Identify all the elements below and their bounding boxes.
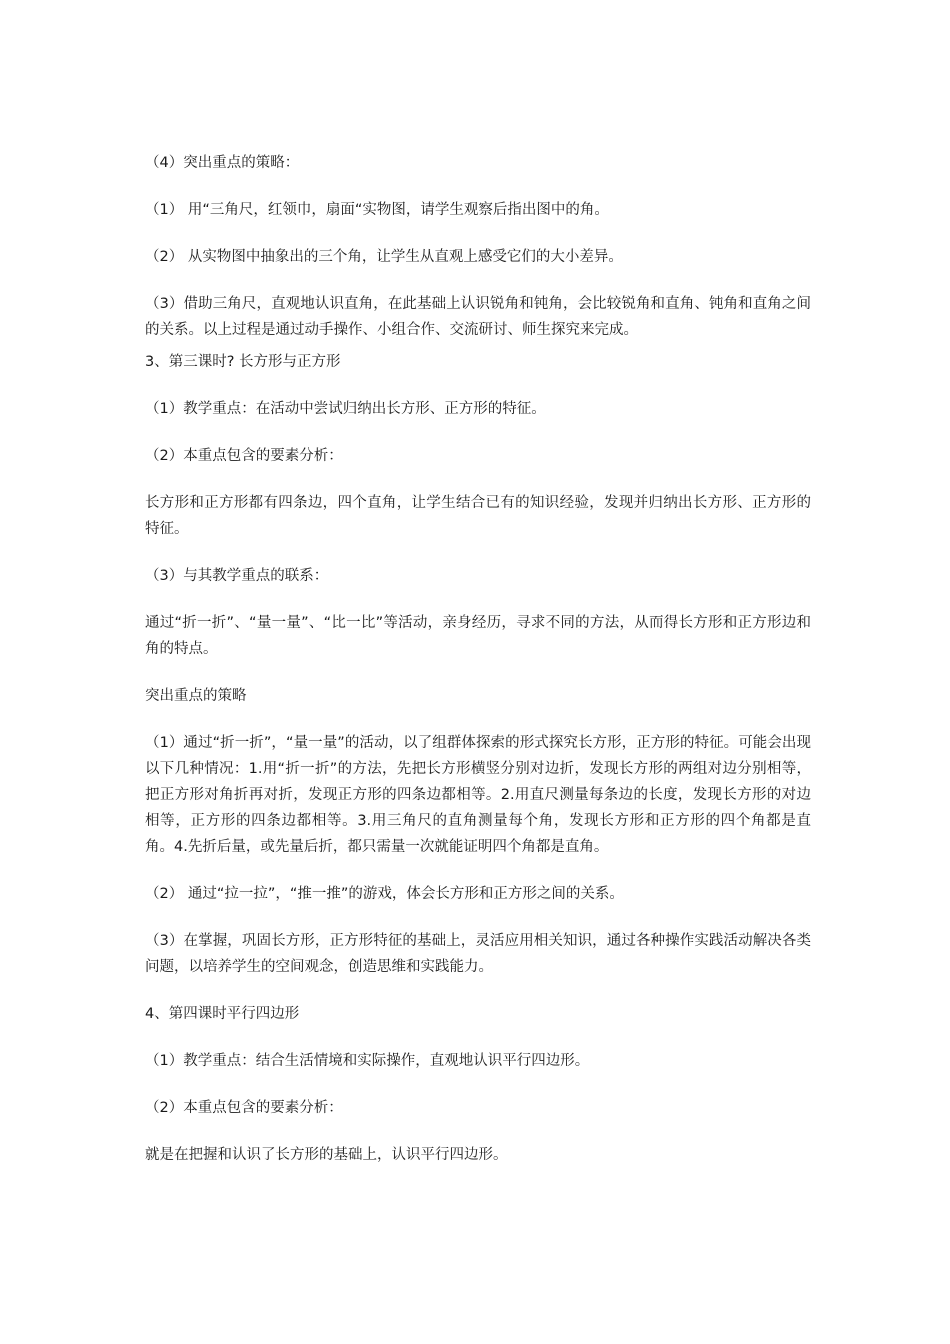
paragraph-lesson3-strategy-heading: 突出重点的策略	[145, 688, 247, 704]
paragraph-lesson3-elements: 长方形和正方形都有四条边，四个直角，让学生结合已有的知识经验，发现并归纳出长方形、正方形的特征。	[145, 495, 811, 537]
paragraph-lesson3-connection-heading: （3）与其教学重点的联系：	[145, 568, 329, 584]
paragraph-lesson4-elements: 就是在把握和认识了长方形的基础上，认识平行四边形。	[145, 1147, 508, 1163]
paragraph-lesson3-connection: 通过“折一折”、“量一量”、“比一比”等活动，亲身经历，寻求不同的方法，从而得长方形和正方形边和角的特点。	[145, 615, 811, 657]
paragraph-lesson3-strategy-3: （3）在掌握，巩固长方形，正方形特征的基础上，灵活应用相关知识，通过各种操作实践活动解决各类问题，以培养学生的空间观念，创造思维和实践能力。	[145, 933, 811, 975]
paragraph-strategy-1: （1） 用“三角尺，红领巾，扇面“实物图，请学生观察后指出图中的角。	[145, 202, 609, 218]
paragraph-lesson3-key-point: （1）教学重点：在活动中尝试归纳出长方形、正方形的特征。	[145, 401, 546, 417]
paragraph-lesson3-strategy-2: （2） 通过“拉一拉”，“推一推”的游戏，体会长方形和正方形之间的关系。	[145, 886, 624, 902]
paragraph-strategy-2: （2） 从实物图中抽象出的三个角，让学生从直观上感受它们的大小差异。	[145, 249, 623, 265]
section-heading-lesson-3: 3、第三课时? 长方形与正方形	[145, 354, 341, 370]
document-body	[145, 150, 811, 1189]
paragraph-lesson3-strategy-1: （1）通过“折一折”，“量一量”的活动，以了组群体探索的形式探究长方形，正方形的特征。可能会出现以下几种情况：1.用“折一折”的方法，先把长方形横竖分别对边折，发现长方形的两组对边分别相等，把正方形对角折再对折，发现正方形的四条边都相等。2.用直尺测量每条边的长度，发现长方形的对边相等，正方形的四条边都相等。3.用三角尺的直角测量每个角，发现长方形和正方形的四个角都是直角。4.先折后量，或先量后折，都只需量一次就能证明四个角都是直角。	[145, 735, 811, 855]
section-heading-lesson-4: 4、第四课时平行四边形	[145, 1006, 300, 1022]
paragraph-strategy-heading: （4）突出重点的策略：	[145, 155, 300, 171]
paragraph-lesson3-elements-heading: （2）本重点包含的要素分析：	[145, 448, 343, 464]
paragraph-lesson4-elements-heading: （2）本重点包含的要素分析：	[145, 1100, 343, 1116]
paragraph-strategy-3: （3）借助三角尺，直观地认识直角，在此基础上认识锐角和钝角，会比较锐角和直角、钝角和直角之间的关系。以上过程是通过动手操作、小组合作、交流研讨、师生探究来完成。	[145, 296, 811, 338]
paragraph-lesson4-key-point: （1）教学重点：结合生活情境和实际操作，直观地认识平行四边形。	[145, 1053, 590, 1069]
